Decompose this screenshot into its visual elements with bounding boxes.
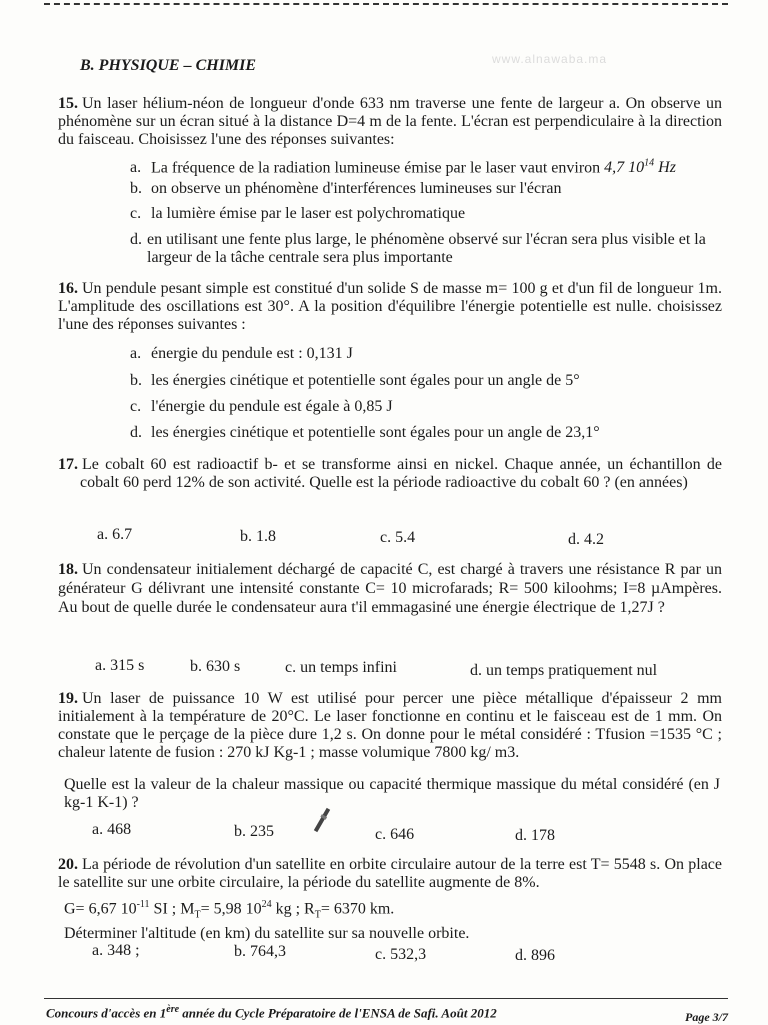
- q19-option-b: b. 235: [234, 823, 274, 840]
- option-value: 4,7 10: [604, 159, 645, 177]
- question-17: [58, 456, 722, 492]
- option-text: les énergies cinétique et potentielle sont égales pour un angle de 23,1°: [151, 424, 600, 441]
- question-number: 20.: [58, 856, 78, 873]
- const-g-unit: SI ; M: [149, 900, 195, 918]
- option-letter: b.: [130, 372, 142, 389]
- q16-option-c: [130, 398, 725, 416]
- option-letter: a.: [130, 345, 142, 362]
- option-letter: b.: [130, 180, 142, 197]
- question-20-constants: [64, 896, 720, 925]
- option-text: les énergies cinétique et potentielle sont égales pour un angle de 5°: [151, 372, 580, 389]
- q18-option-a: a. 315 s: [95, 657, 145, 674]
- q18-option-b: b. 630 s: [190, 658, 241, 675]
- option-text: la lumière émise par le laser est polychromatique: [151, 205, 466, 222]
- question-number: 18.: [58, 561, 78, 578]
- section-title: B. PHYSIQUE – CHIMIE: [80, 57, 257, 74]
- q19-option-d: d. 178: [515, 827, 555, 844]
- const-g: G= 6,67 10: [64, 900, 137, 918]
- q20-option-d: d. 896: [515, 947, 555, 964]
- option-text: on observe un phénomène d'interférences lumineuses sur l'écran: [151, 180, 562, 197]
- question-20-ask: Déterminer l'altitude (en km) du satellite sur sa nouvelle orbite.: [64, 925, 470, 942]
- q15-option-c: [130, 205, 725, 223]
- page-number: Page 3/7: [685, 1010, 728, 1024]
- page-footer: [46, 1004, 497, 1021]
- question-number: 19.: [58, 690, 78, 707]
- q18-option-d: d. un temps pratiquement nul: [470, 662, 658, 679]
- question-text: Le cobalt 60 est radioactif b- et se transforme ainsi en nickel. Chaque année, un échantillon de cobalt 60 perd 12% de son activité. Quelle est la période radioactive du cobalt 60 ? (en années): [80, 456, 722, 491]
- question-19: [58, 690, 722, 762]
- q17-option-a: a. 6.7: [97, 526, 133, 543]
- question-20: [58, 856, 722, 892]
- footer-text-end: année du Cycle Préparatoire de l'ENSA de Safi. Août 2012: [179, 1005, 497, 1021]
- watermark: www.alnawaba.ma: [492, 52, 608, 66]
- q17-option-d: d. 4.2: [568, 531, 604, 548]
- q20-option-c: c. 532,3: [375, 946, 427, 963]
- question-15: [58, 95, 722, 149]
- const-mt-sub: T: [194, 909, 201, 921]
- q20-option-a: a. 348 ;: [92, 942, 140, 959]
- q15-option-a: [130, 155, 725, 177]
- q16-option-d: [130, 424, 725, 442]
- footer-text: Concours d'accès en 1: [46, 1005, 167, 1021]
- option-text: énergie du pendule est : 0,131 J: [151, 345, 353, 362]
- option-text: l'énergie du pendule est égale à 0,85 J: [151, 398, 393, 415]
- question-text: Un pendule pesant simple est constitué d'un solide S de masse m= 100 g et d'un fil de longueur 1m. L'amplitude des oscillations est 30°. A la position d'équilibre l'énergie potentielle est nulle. choisissez l'une des réponses suivantes :: [58, 280, 722, 333]
- question-18: [58, 560, 722, 617]
- const-rt-sub: T: [314, 909, 321, 921]
- question-text: La période de révolution d'un satellite en orbite circulaire autour de la terre est T= 5548 s. On place le satellite sur une orbite circulaire, la période du satellite augmente de 8%.: [58, 856, 722, 891]
- question-text: Un laser de puissance 10 W est utilisé pour percer une pièce métallique d'épaisseur 2 mm initialement à la température de 20°C. Le laser fonctionne en continu et le faisceau est de 1 mm. On constate que le perçage de la pièce dure 1,2 s. On donne pour le métal considéré : Tfusion =1535 °C ; chaleur latente de fusion : 270 kJ Kg-1 ; masse volumique 7800 kg/ m3.: [58, 690, 722, 761]
- option-text: en utilisant une fente plus large, le phénomène observé sur l'écran sera plus visible et la largeur de la tâche centrale sera plus importante: [147, 231, 706, 266]
- const-mt-exp: 24: [261, 899, 272, 910]
- option-letter: d.: [130, 231, 142, 248]
- question-number: 16.: [58, 280, 78, 297]
- option-letter: c.: [130, 398, 142, 415]
- option-letter: d.: [130, 424, 142, 441]
- question-19-ask: Quelle est la valeur de la chaleur massique ou capacité thermique massique du métal considéré (en J kg-1 K-1) ?: [64, 776, 720, 811]
- footer-sup: ère: [166, 1004, 180, 1015]
- q18-option-c: c. un temps infini: [285, 659, 397, 676]
- q17-option-c: c. 5.4: [380, 529, 416, 546]
- top-dashed-rule: [44, 3, 728, 5]
- const-g-exp: -11: [136, 899, 150, 910]
- question-number: 17.: [58, 456, 78, 473]
- question-text: Un condensateur initialement déchargé de capacité C, est chargé à travers une résistance R par un générateur G délivrant une intensité constante C= 10 microfarads; R= 500 kiloohms; I=8 µAmpères. Au bout de quelle durée le condensateur aura t'il emmagasiné une énergie électrique de 1,27J ?: [58, 561, 722, 616]
- question-16: [58, 280, 722, 334]
- option-exponent: 14: [644, 158, 655, 169]
- const-rt: = 6370 km.: [320, 900, 395, 918]
- const-mt: = 5,98 10: [200, 900, 262, 918]
- q19-option-c: c. 646: [375, 826, 415, 843]
- option-text: La fréquence de la radiation lumineuse émise par le laser vaut environ: [151, 159, 601, 177]
- q17-option-b: b. 1.8: [240, 528, 276, 545]
- q20-option-b: b. 764,3: [234, 943, 286, 960]
- q15-option-d: [130, 231, 725, 267]
- const-mt-unit: kg ; R: [271, 900, 315, 918]
- option-letter: a.: [130, 159, 142, 177]
- option-letter: c.: [130, 205, 142, 222]
- question-text: Un laser hélium-néon de longueur d'onde 633 nm traverse une fente de largeur a. On observe un phénomène sur un écran situé à la distance D=4 m de la fente. L'écran est perpendiculaire à la direction du faisceau. Choisissez l'une des réponses suivantes:: [58, 95, 722, 148]
- q15-option-b: [130, 180, 725, 198]
- question-number: 15.: [58, 95, 78, 112]
- option-unit: Hz: [654, 159, 676, 177]
- q16-option-b: [130, 372, 725, 390]
- footer-rule: [44, 998, 728, 999]
- q16-option-a: [130, 345, 725, 363]
- q19-option-a: a. 468: [92, 821, 132, 838]
